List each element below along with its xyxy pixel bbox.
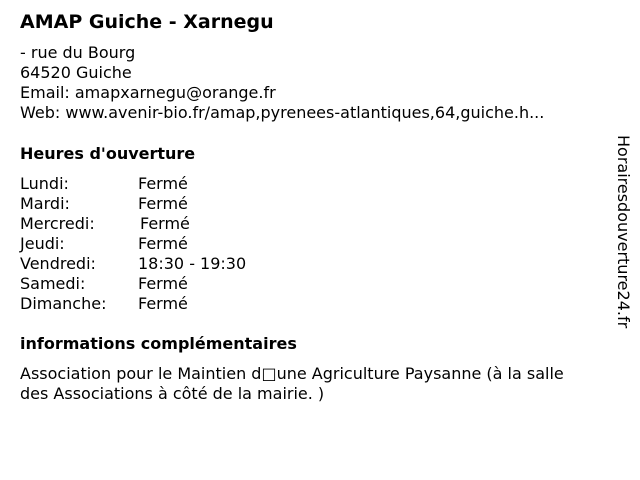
website-line: Web: www.avenir-bio.fr/amap,pyrenees-atlantiques,64,guiche.h... xyxy=(20,103,545,122)
day-label: Samedi: xyxy=(20,274,86,293)
opening-hours-heading: Heures d'ouverture xyxy=(20,144,196,163)
day-hours: Fermé xyxy=(138,194,188,213)
day-hours: Fermé xyxy=(138,274,188,293)
additional-info-text: Association pour le Maintien d□une Agriculture Paysanne (à la salle des Associations à côté de la mairie. ) xyxy=(20,364,564,403)
day-hours: 18:30 - 19:30 xyxy=(138,254,247,273)
email-line: Email: amapxarnegu@orange.fr xyxy=(20,83,276,102)
day-label: Mercredi: xyxy=(20,214,95,233)
day-label: Vendredi: xyxy=(20,254,96,273)
street-address: - rue du Bourg xyxy=(20,43,136,62)
day-hours: Fermé xyxy=(140,214,190,233)
day-label: Lundi: xyxy=(20,174,69,193)
day-hours: Fermé xyxy=(138,174,188,193)
page-title: AMAP Guiche - Xarnegu xyxy=(20,11,274,33)
site-brand-vertical: Horairesdouverture24.fr xyxy=(614,135,633,329)
additional-info-heading: informations complémentaires xyxy=(20,334,297,353)
postal-city: 64520 Guiche xyxy=(20,63,132,82)
day-label: Mardi: xyxy=(20,194,70,213)
day-hours: Fermé xyxy=(138,294,188,313)
address-block xyxy=(20,43,544,123)
day-label: Jeudi: xyxy=(20,234,65,253)
day-hours: Fermé xyxy=(138,234,188,253)
day-label: Dimanche: xyxy=(20,294,107,313)
